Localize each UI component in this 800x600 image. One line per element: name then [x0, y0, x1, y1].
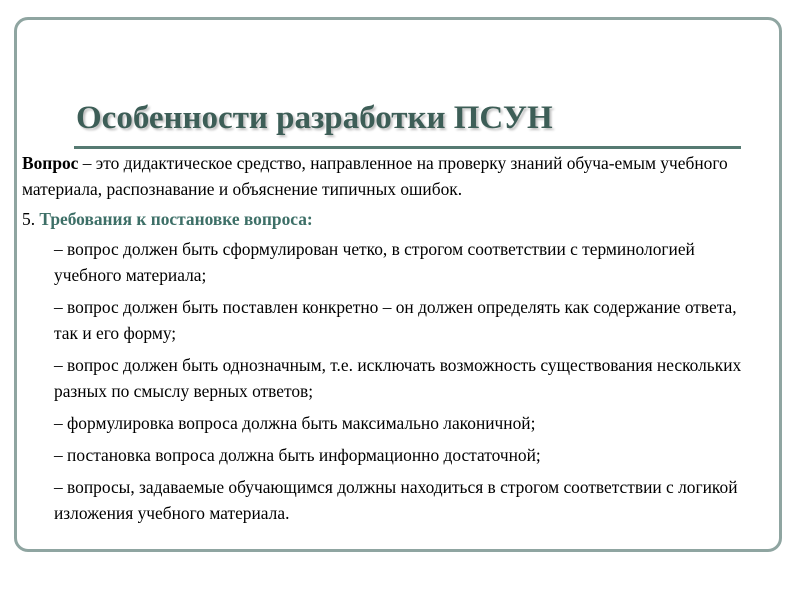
- list-item: – постановка вопроса должна быть информационно достаточной;: [54, 445, 541, 465]
- requirements-heading: [22, 206, 762, 232]
- intro-definition: – это дидактическое средство, направленное на проверку знаний обуча-емым учебного материала, распознавание и объяснение типичных ошибок.: [22, 153, 728, 199]
- slide-title: Особенности разработки ПСУН: [76, 100, 553, 136]
- requirements-heading-text: Требования к постановке вопроса:: [39, 209, 313, 229]
- list-item: – вопрос должен быть поставлен конкретно – он должен определять как содержание ответа, так и его форму;: [54, 297, 737, 343]
- intro-paragraph: [22, 150, 762, 202]
- intro-term: Вопрос: [22, 153, 79, 173]
- list-item: – вопрос должен быть сформулирован четко, в строгом соответствии с терминологией учебного материала;: [54, 239, 695, 285]
- list-item: – вопрос должен быть однозначным, т.е. исключать возможность существования нескольких разных по смыслу верных ответов;: [54, 355, 742, 401]
- requirements-list: [22, 236, 762, 526]
- requirements-number: 5.: [22, 209, 40, 229]
- list-item: – вопросы, задаваемые обучающимся должны находиться в строгом соответствии с логикой изложения учебного материала.: [54, 477, 738, 523]
- title-underline: [74, 146, 741, 149]
- slide-body: [22, 150, 762, 532]
- list-item: – формулировка вопроса должна быть максимально лаконичной;: [54, 413, 536, 433]
